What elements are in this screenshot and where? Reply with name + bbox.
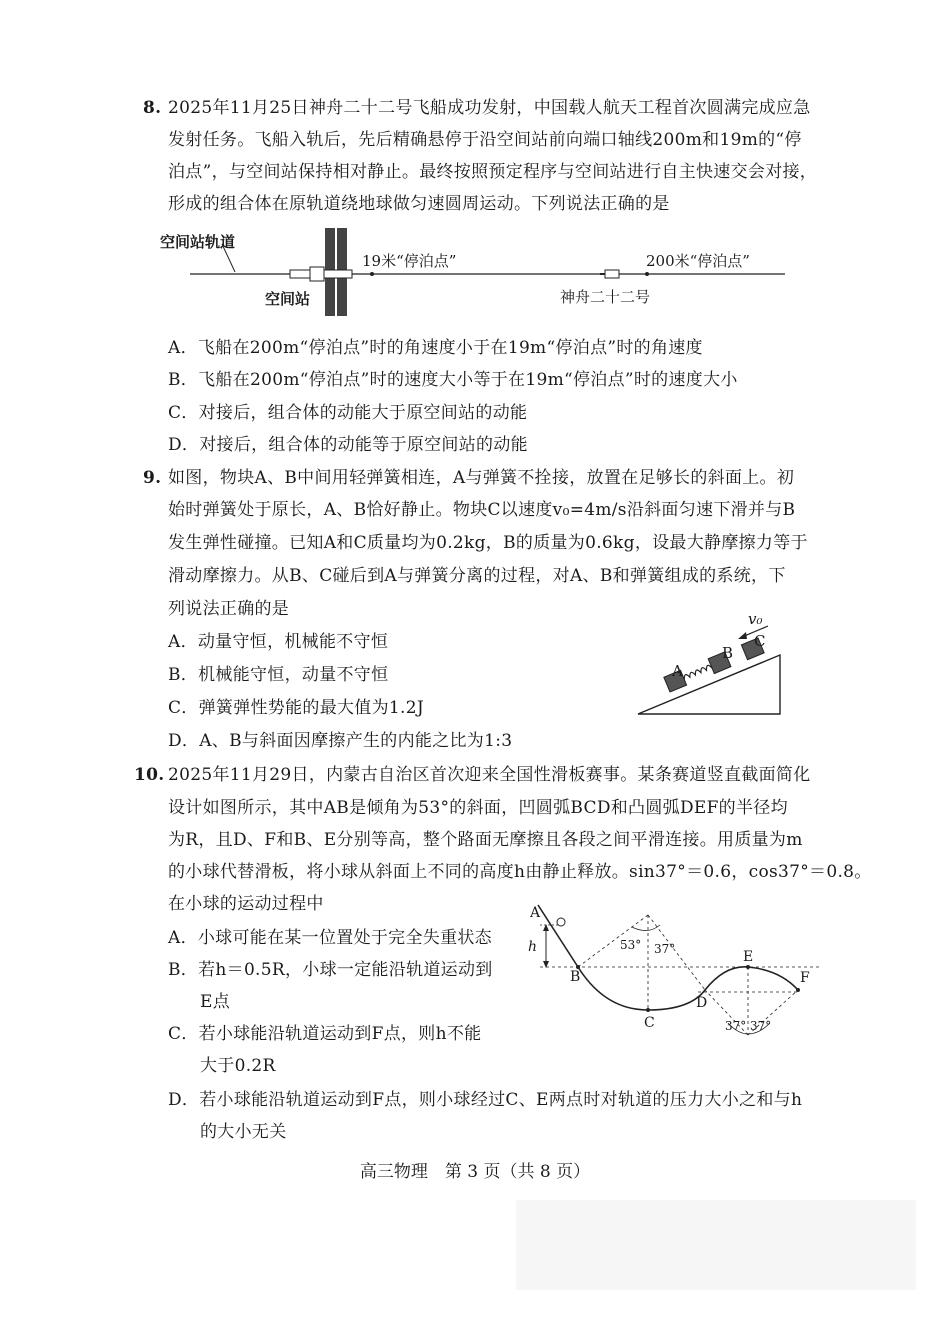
label-h: h: [528, 939, 538, 955]
ship-label: 神舟二十二号: [560, 288, 651, 306]
spacecraft-icon: [600, 270, 619, 278]
label-f: F: [800, 970, 810, 986]
q10-option: D．若小球能沿轨道运动到F点，则小球经过C、E两点时对轨道的压力大小之和与h: [168, 1090, 803, 1110]
label-c: C: [644, 1015, 655, 1031]
angle-37: 37°: [654, 942, 676, 956]
point-200m: [645, 272, 649, 276]
point-19m: [370, 272, 374, 276]
label-e: E: [743, 949, 754, 965]
q9-incline-figure: [630, 610, 790, 720]
q10-stem-line: 为R，且D、F和B、E分别等高，整个路面无摩擦且各段之间平滑连接。用质量为m: [168, 830, 803, 850]
point19-label: 19米“停泊点”: [362, 252, 457, 270]
label-d: D: [696, 995, 708, 1011]
q9-option: C．弹簧弹性势能的最大值为1.2J: [168, 698, 424, 718]
q9-stem-line: 发生弹性碰撞。已知A和C质量均为0.2kg，B的质量为0.6kg，设最大静摩擦力等于: [168, 533, 808, 553]
velocity-arrow-icon: [738, 632, 747, 639]
station-label: 空间站: [265, 290, 311, 308]
angle-37-right: 37°: [750, 1019, 772, 1033]
q9-option: D．A、B与斜面因摩擦产生的内能之比为1:3: [168, 731, 513, 751]
angle-53: 53°: [620, 938, 642, 952]
q10-track-figure: [520, 895, 820, 1050]
ball: [557, 918, 565, 926]
q10-stem-line: 2025年11月29日，内蒙古自治区首次迎来全国性滑板赛事。某条赛道竖直截面简化: [168, 765, 811, 785]
q8-stem-line: 泊点”，与空间站保持相对静止。最终按照预定程序与空间站进行自主快速交会对接，: [168, 162, 818, 182]
q10-stem-line: 设计如图所示，其中AB是倾角为53°的斜面，凹圆弧BCD和凸圆弧DEF的半径均: [168, 798, 788, 818]
q8-option: B．飞船在200m“停泊点”时的速度大小等于在19m“停泊点”时的速度大小: [168, 370, 738, 390]
label-c: C: [754, 632, 766, 650]
q8-option: C．对接后，组合体的动能大于原空间站的动能: [168, 403, 528, 423]
q10-option: 的大小无关: [200, 1122, 287, 1142]
q8-stem-line: 发射任务。飞船入轨后，先后精确悬停于沿空间站前向端口轴线200m和19m的“停: [168, 130, 802, 150]
q10-option: E点: [200, 992, 231, 1012]
q10-option: C．若小球能沿轨道运动到F点，则h不能: [168, 1024, 482, 1044]
label-a: A: [672, 662, 683, 680]
point200-label: 200米“停泊点”: [646, 252, 750, 270]
page-corner-shade: [516, 1200, 916, 1290]
label-b: B: [570, 969, 581, 985]
orbit-label: 空间站轨道: [160, 233, 236, 251]
q8-option: D．对接后，组合体的动能等于原空间站的动能: [168, 435, 528, 455]
label-b: B: [722, 644, 734, 662]
q8-option: A．飞船在200m“停泊点”时的角速度小于在19m“停泊点”时的角速度: [168, 338, 703, 358]
q9-stem-line: 始时弹簧处于原长，A、B恰好静止。物块C以速度v₀=4m/s沿斜面匀速下滑并与B: [168, 500, 796, 520]
spring-icon: [683, 664, 712, 679]
angle-37-left: 37°: [725, 1019, 747, 1033]
label-a: A: [530, 905, 541, 921]
track-curve: [538, 905, 798, 1010]
page-footer: 高三物理 第 3 页（共 8 页）: [359, 1162, 591, 1182]
q8-number: 8.: [143, 98, 162, 118]
q9-stem-line: 如图，物块A、B中间用轻弹簧相连，A与弹簧不拴接，放置在足够长的斜面上。初: [168, 468, 795, 488]
q8-stem-line: 形成的组合体在原轨道绕地球做匀速圆周运动。下列说法正确的是: [168, 194, 670, 214]
q8-orbit-figure: [150, 222, 800, 322]
label-v0: v₀: [748, 610, 763, 628]
q9-stem-line: 滑动摩擦力。从B、C碰后到A与弹簧分离的过程，对A、B和弹簧组成的系统，下: [168, 566, 786, 586]
q8-stem-line: 2025年11月25日神舟二十二号飞船成功发射，中国载人航天工程首次圆满完成应急: [168, 98, 811, 118]
q9-stem-line: 列说法正确的是: [168, 599, 290, 619]
q10-stem-line: 在小球的运动过程中: [168, 894, 324, 914]
q10-option: A．小球可能在某一位置处于完全失重状态: [168, 928, 492, 948]
q9-option: A．动量守恒，机械能不守恒: [168, 632, 389, 652]
q9-option: B．机械能守恒，动量不守恒: [168, 665, 389, 685]
q10-stem-line: 的小球代替滑板，将小球从斜面上不同的高度h由静止释放。sin37°＝0.6，cos37°＝0.8。: [168, 862, 872, 882]
q10-option: 大于0.2R: [200, 1056, 276, 1076]
q10-option: B．若h＝0.5R，小球一定能沿轨道运动到: [168, 960, 493, 980]
q9-number: 9.: [143, 468, 162, 488]
q10-number: 10.: [134, 765, 165, 785]
